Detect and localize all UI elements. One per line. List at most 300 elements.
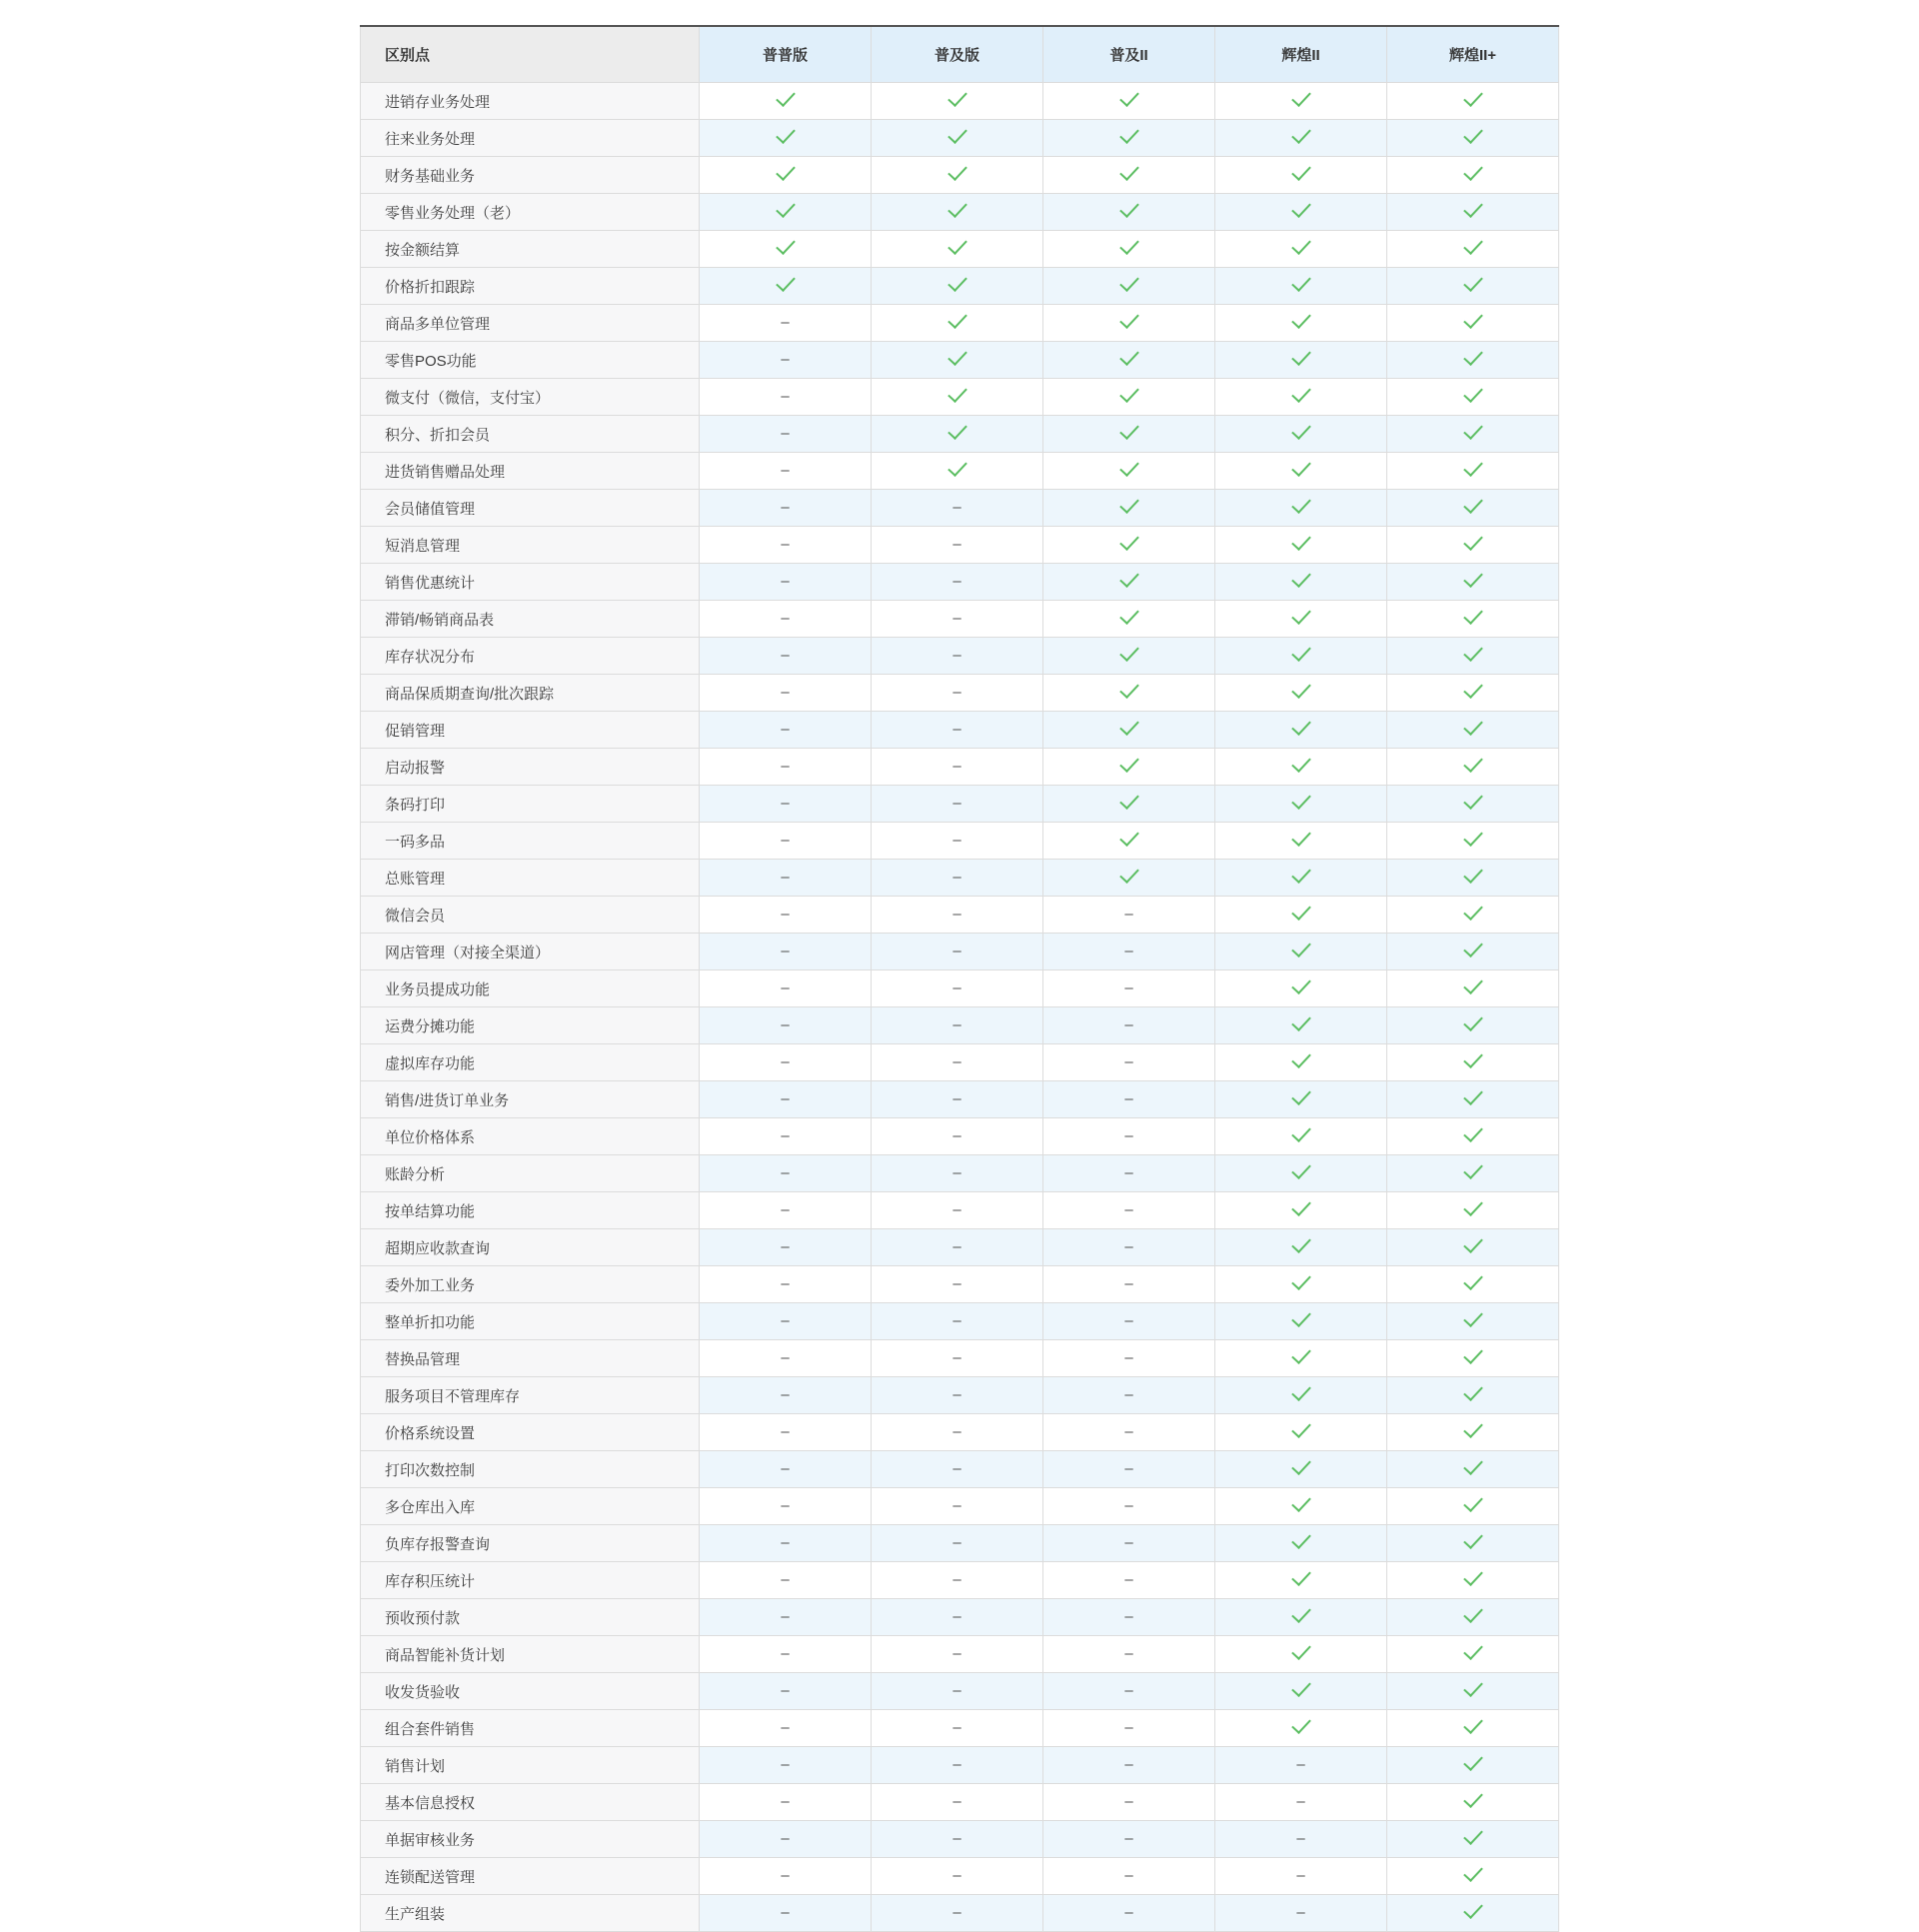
value-cell-dash — [1043, 1229, 1215, 1266]
check-icon — [1291, 605, 1311, 625]
table-row — [361, 638, 1559, 675]
check-icon — [1463, 1714, 1483, 1734]
check-icon — [1119, 87, 1139, 107]
value-cell-check — [1215, 379, 1387, 416]
check-icon — [1291, 1270, 1311, 1290]
value-cell-check — [1215, 1118, 1387, 1155]
value-cell-dash — [872, 970, 1043, 1007]
value-cell-check — [1387, 897, 1559, 934]
value-cell-check — [872, 268, 1043, 305]
check-icon — [1463, 309, 1483, 329]
value-cell-dash — [872, 1340, 1043, 1377]
check-icon — [1291, 1492, 1311, 1512]
value-cell-dash — [872, 1451, 1043, 1488]
value-cell-check — [1387, 860, 1559, 897]
dash-icon: – — [953, 1016, 961, 1033]
dash-icon: – — [1124, 979, 1133, 996]
feature-label: 启动报警 — [361, 749, 700, 786]
feature-label: 条码打印 — [361, 786, 700, 823]
value-cell-dash — [1043, 1562, 1215, 1599]
check-icon — [1291, 642, 1311, 662]
value-cell-check — [1215, 970, 1387, 1007]
edition-column-header: 辉煌II+ — [1387, 26, 1559, 83]
feature-label: 整单折扣功能 — [361, 1303, 700, 1340]
check-icon — [1463, 235, 1483, 255]
value-cell-dash — [700, 527, 872, 564]
dash-icon: – — [1296, 1756, 1305, 1773]
dash-icon: – — [953, 1349, 961, 1366]
value-cell-check — [1387, 453, 1559, 490]
check-icon — [1119, 827, 1139, 847]
table-row — [361, 1562, 1559, 1599]
value-cell-check — [1387, 1710, 1559, 1747]
check-icon — [1463, 1862, 1483, 1882]
value-cell-dash — [700, 823, 872, 860]
value-cell-check — [1387, 120, 1559, 157]
table-row — [361, 1488, 1559, 1525]
value-cell-dash — [700, 1266, 872, 1303]
table-row — [361, 1858, 1559, 1895]
check-icon — [1291, 1418, 1311, 1438]
dash-icon: – — [953, 758, 961, 775]
check-icon — [1463, 87, 1483, 107]
table-row — [361, 712, 1559, 749]
dash-icon: – — [953, 1090, 961, 1107]
value-cell-check — [1387, 823, 1559, 860]
table-row — [361, 490, 1559, 527]
value-cell-dash — [872, 527, 1043, 564]
table-row — [361, 1525, 1559, 1562]
check-icon — [776, 161, 796, 181]
check-icon — [1463, 494, 1483, 514]
table-row — [361, 342, 1559, 379]
dash-icon: – — [1296, 1904, 1305, 1921]
check-icon — [1463, 1899, 1483, 1919]
dash-icon: – — [781, 1645, 790, 1662]
check-icon — [1463, 1233, 1483, 1253]
check-icon — [948, 87, 967, 107]
value-cell-dash — [700, 749, 872, 786]
value-cell-check — [1387, 1747, 1559, 1784]
check-icon — [1119, 198, 1139, 218]
value-cell-check — [1043, 268, 1215, 305]
dash-icon: – — [781, 462, 790, 479]
dash-icon: – — [781, 1497, 790, 1514]
value-cell-dash — [872, 934, 1043, 970]
dash-icon: – — [1124, 1904, 1133, 1921]
check-icon — [1463, 1418, 1483, 1438]
value-cell-check — [1043, 564, 1215, 601]
check-icon — [776, 198, 796, 218]
value-cell-check — [1387, 1858, 1559, 1895]
check-icon — [948, 272, 967, 292]
value-cell-dash — [872, 860, 1043, 897]
check-icon — [1119, 457, 1139, 477]
value-cell-check — [1387, 1155, 1559, 1192]
feature-label: 单位价格体系 — [361, 1118, 700, 1155]
table-row — [361, 1192, 1559, 1229]
check-icon — [1119, 679, 1139, 699]
value-cell-check — [1215, 416, 1387, 453]
value-cell-dash — [1043, 1118, 1215, 1155]
value-cell-dash — [700, 1303, 872, 1340]
table-row — [361, 1118, 1559, 1155]
check-icon — [1291, 1085, 1311, 1105]
check-icon — [1291, 309, 1311, 329]
value-cell-dash — [1215, 1895, 1387, 1932]
value-cell-dash — [872, 1266, 1043, 1303]
check-icon — [1291, 716, 1311, 736]
value-cell-check — [872, 120, 1043, 157]
dash-icon: – — [781, 943, 790, 960]
value-cell-dash — [700, 1007, 872, 1044]
dash-icon: – — [781, 1756, 790, 1773]
dash-icon: – — [953, 869, 961, 886]
check-icon — [776, 235, 796, 255]
value-cell-check — [1215, 1636, 1387, 1673]
check-icon — [1119, 716, 1139, 736]
value-cell-dash — [700, 1784, 872, 1821]
value-cell-check — [1043, 823, 1215, 860]
value-cell-check — [1043, 786, 1215, 823]
check-icon — [1463, 198, 1483, 218]
check-icon — [948, 383, 967, 403]
value-cell-check — [1387, 1007, 1559, 1044]
check-icon — [1119, 531, 1139, 551]
feature-label: 进货销售赠品处理 — [361, 453, 700, 490]
dash-icon: – — [953, 684, 961, 701]
value-cell-check — [1215, 1340, 1387, 1377]
dash-icon: – — [953, 1201, 961, 1218]
table-row — [361, 786, 1559, 823]
value-cell-check — [1043, 342, 1215, 379]
feature-comparison-table — [360, 25, 1559, 1932]
value-cell-check — [1215, 564, 1387, 601]
check-icon — [1463, 716, 1483, 736]
feature-label: 账龄分析 — [361, 1155, 700, 1192]
value-cell-check — [700, 194, 872, 231]
value-cell-check — [1215, 1562, 1387, 1599]
check-icon — [1463, 1085, 1483, 1105]
value-cell-check — [1387, 786, 1559, 823]
check-icon — [1463, 864, 1483, 884]
dash-icon: – — [953, 1460, 961, 1477]
value-cell-dash — [700, 970, 872, 1007]
value-cell-dash — [1215, 1784, 1387, 1821]
dash-icon: – — [781, 1682, 790, 1699]
check-icon — [1463, 457, 1483, 477]
check-icon — [1463, 1640, 1483, 1660]
value-cell-check — [700, 120, 872, 157]
dash-icon: – — [1124, 1571, 1133, 1588]
value-cell-dash — [1043, 897, 1215, 934]
feature-label: 库存状况分布 — [361, 638, 700, 675]
table-row — [361, 120, 1559, 157]
check-icon — [948, 309, 967, 329]
value-cell-check — [1387, 1488, 1559, 1525]
dash-icon: – — [953, 1645, 961, 1662]
check-icon — [1291, 974, 1311, 994]
check-icon — [1119, 790, 1139, 810]
value-cell-dash — [1043, 1636, 1215, 1673]
value-cell-check — [1215, 638, 1387, 675]
value-cell-dash — [700, 1895, 872, 1932]
value-cell-dash — [1043, 1081, 1215, 1118]
check-icon — [1291, 346, 1311, 366]
table-row — [361, 157, 1559, 194]
value-cell-check — [1215, 527, 1387, 564]
dash-icon: – — [1124, 1534, 1133, 1551]
feature-label: 基本信息授权 — [361, 1784, 700, 1821]
dash-icon: – — [953, 1867, 961, 1884]
dash-icon: – — [953, 1497, 961, 1514]
value-cell-check — [1043, 749, 1215, 786]
table-row — [361, 1784, 1559, 1821]
dash-icon: – — [1124, 1867, 1133, 1884]
check-icon — [948, 346, 967, 366]
value-cell-dash — [1043, 1155, 1215, 1192]
value-cell-check — [1387, 1599, 1559, 1636]
feature-label: 销售/进货订单业务 — [361, 1081, 700, 1118]
table-row — [361, 83, 1559, 120]
value-cell-dash — [872, 1821, 1043, 1858]
value-cell-check — [1387, 1673, 1559, 1710]
value-cell-dash — [1215, 1858, 1387, 1895]
dash-icon: – — [781, 758, 790, 775]
value-cell-check — [1387, 1451, 1559, 1488]
value-cell-check — [1387, 194, 1559, 231]
check-icon — [1119, 346, 1139, 366]
feature-label: 一码多品 — [361, 823, 700, 860]
value-cell-dash — [700, 1451, 872, 1488]
dash-icon: – — [953, 1904, 961, 1921]
check-icon — [1291, 272, 1311, 292]
table-head — [361, 26, 1559, 83]
table-row — [361, 1414, 1559, 1451]
value-cell-check — [1215, 675, 1387, 712]
value-cell-check — [1043, 194, 1215, 231]
value-cell-check — [1387, 1118, 1559, 1155]
value-cell-check — [1387, 1192, 1559, 1229]
value-cell-check — [1215, 1599, 1387, 1636]
table-row — [361, 860, 1559, 897]
value-cell-dash — [700, 1414, 872, 1451]
feature-label: 替换品管理 — [361, 1340, 700, 1377]
feature-label: 商品保质期查询/批次跟踪 — [361, 675, 700, 712]
feature-label: 打印次数控制 — [361, 1451, 700, 1488]
value-cell-dash — [700, 601, 872, 638]
value-cell-check — [872, 305, 1043, 342]
dash-icon: – — [1296, 1830, 1305, 1847]
dash-icon: – — [781, 684, 790, 701]
table-row — [361, 1007, 1559, 1044]
value-cell-check — [1215, 1192, 1387, 1229]
feature-label: 零售POS功能 — [361, 342, 700, 379]
check-icon — [1119, 272, 1139, 292]
value-cell-check — [872, 83, 1043, 120]
value-cell-check — [1215, 268, 1387, 305]
check-icon — [1463, 642, 1483, 662]
check-icon — [1291, 1122, 1311, 1142]
value-cell-check — [1387, 1044, 1559, 1081]
value-cell-dash — [700, 1081, 872, 1118]
feature-label: 滞销/畅销商品表 — [361, 601, 700, 638]
value-cell-check — [700, 231, 872, 268]
check-icon — [1291, 790, 1311, 810]
dash-icon: – — [781, 1238, 790, 1255]
value-cell-check — [1387, 564, 1559, 601]
dash-icon: – — [953, 1164, 961, 1181]
value-cell-check — [872, 194, 1043, 231]
value-cell-check — [872, 231, 1043, 268]
value-cell-check — [1387, 675, 1559, 712]
table-row — [361, 305, 1559, 342]
feature-label: 商品智能补货计划 — [361, 1636, 700, 1673]
check-icon — [1463, 1159, 1483, 1179]
value-cell-check — [1215, 860, 1387, 897]
value-cell-check — [1387, 1303, 1559, 1340]
value-cell-dash — [872, 712, 1043, 749]
check-icon — [1119, 124, 1139, 144]
value-cell-dash — [700, 1192, 872, 1229]
value-cell-dash — [700, 712, 872, 749]
dash-icon: – — [781, 1349, 790, 1366]
value-cell-dash — [1043, 1488, 1215, 1525]
dash-icon: – — [781, 1275, 790, 1292]
value-cell-dash — [872, 1229, 1043, 1266]
check-icon — [1463, 124, 1483, 144]
value-cell-dash — [700, 638, 872, 675]
check-icon — [1463, 1677, 1483, 1697]
value-cell-dash — [872, 1525, 1043, 1562]
dash-icon: – — [781, 1423, 790, 1440]
value-cell-dash — [700, 1340, 872, 1377]
value-cell-dash — [872, 1414, 1043, 1451]
check-icon — [1291, 1677, 1311, 1697]
value-cell-check — [872, 416, 1043, 453]
check-icon — [1291, 494, 1311, 514]
dash-icon: – — [1124, 1793, 1133, 1810]
dash-icon: – — [953, 610, 961, 627]
check-icon — [1463, 420, 1483, 440]
value-cell-dash — [1043, 1414, 1215, 1451]
value-cell-check — [1387, 601, 1559, 638]
value-cell-dash — [872, 1858, 1043, 1895]
check-icon — [1463, 346, 1483, 366]
check-icon — [1463, 1455, 1483, 1475]
dash-icon: – — [781, 906, 790, 923]
table-row — [361, 1747, 1559, 1784]
check-icon — [776, 272, 796, 292]
feature-label: 销售优惠统计 — [361, 564, 700, 601]
dash-icon: – — [953, 832, 961, 849]
value-cell-check — [1215, 1007, 1387, 1044]
table-row — [361, 1599, 1559, 1636]
check-icon — [1463, 1529, 1483, 1549]
check-icon — [1119, 864, 1139, 884]
dash-icon: – — [953, 906, 961, 923]
dash-icon: – — [781, 1312, 790, 1329]
check-icon — [948, 161, 967, 181]
value-cell-check — [1387, 416, 1559, 453]
dash-icon: – — [953, 536, 961, 553]
dash-icon: – — [1124, 1608, 1133, 1625]
dash-icon: – — [781, 1386, 790, 1403]
value-cell-check — [1387, 342, 1559, 379]
table-row — [361, 416, 1559, 453]
dash-icon: – — [953, 1312, 961, 1329]
dash-icon: – — [953, 943, 961, 960]
value-cell-dash — [872, 675, 1043, 712]
value-cell-check — [1043, 416, 1215, 453]
check-icon — [1463, 1122, 1483, 1142]
value-cell-dash — [872, 490, 1043, 527]
value-cell-check — [1043, 83, 1215, 120]
dash-icon: – — [781, 1830, 790, 1847]
feature-label: 网店管理（对接全渠道） — [361, 934, 700, 970]
value-cell-dash — [1043, 1044, 1215, 1081]
check-icon — [1463, 605, 1483, 625]
value-cell-dash — [1043, 1192, 1215, 1229]
dash-icon: – — [781, 1608, 790, 1625]
value-cell-dash — [1215, 1821, 1387, 1858]
value-cell-dash — [700, 490, 872, 527]
check-icon — [1119, 235, 1139, 255]
check-icon — [1463, 1566, 1483, 1586]
check-icon — [1463, 1307, 1483, 1327]
dash-icon: – — [1124, 1719, 1133, 1736]
table-body — [361, 83, 1559, 1932]
table-row — [361, 823, 1559, 860]
dash-icon: – — [953, 1053, 961, 1070]
value-cell-check — [1043, 712, 1215, 749]
value-cell-check — [1387, 1229, 1559, 1266]
dash-icon: – — [781, 795, 790, 812]
value-cell-check — [1387, 1636, 1559, 1673]
dash-icon: – — [953, 1423, 961, 1440]
value-cell-dash — [872, 1007, 1043, 1044]
check-icon — [1463, 1048, 1483, 1068]
value-cell-dash — [700, 1562, 872, 1599]
check-icon — [1291, 1566, 1311, 1586]
dash-icon: – — [781, 351, 790, 368]
check-icon — [1463, 827, 1483, 847]
value-cell-dash — [700, 1525, 872, 1562]
table-row — [361, 601, 1559, 638]
value-cell-check — [1043, 305, 1215, 342]
feature-label: 运费分摊功能 — [361, 1007, 700, 1044]
value-cell-dash — [700, 675, 872, 712]
value-cell-check — [1215, 1303, 1387, 1340]
table-row — [361, 194, 1559, 231]
value-cell-dash — [872, 749, 1043, 786]
table-row — [361, 1340, 1559, 1377]
check-icon — [1119, 383, 1139, 403]
feature-label: 积分、折扣会员 — [361, 416, 700, 453]
check-icon — [1291, 1381, 1311, 1401]
edition-column-header: 普普版 — [700, 26, 872, 83]
check-icon — [1291, 679, 1311, 699]
check-icon — [1463, 1492, 1483, 1512]
feature-label: 价格折扣跟踪 — [361, 268, 700, 305]
value-cell-dash — [1043, 1451, 1215, 1488]
value-cell-check — [1215, 83, 1387, 120]
value-cell-check — [1215, 194, 1387, 231]
value-cell-dash — [872, 1895, 1043, 1932]
edition-column-header: 普及II — [1043, 26, 1215, 83]
dash-icon: – — [1124, 1127, 1133, 1144]
value-cell-dash — [700, 564, 872, 601]
